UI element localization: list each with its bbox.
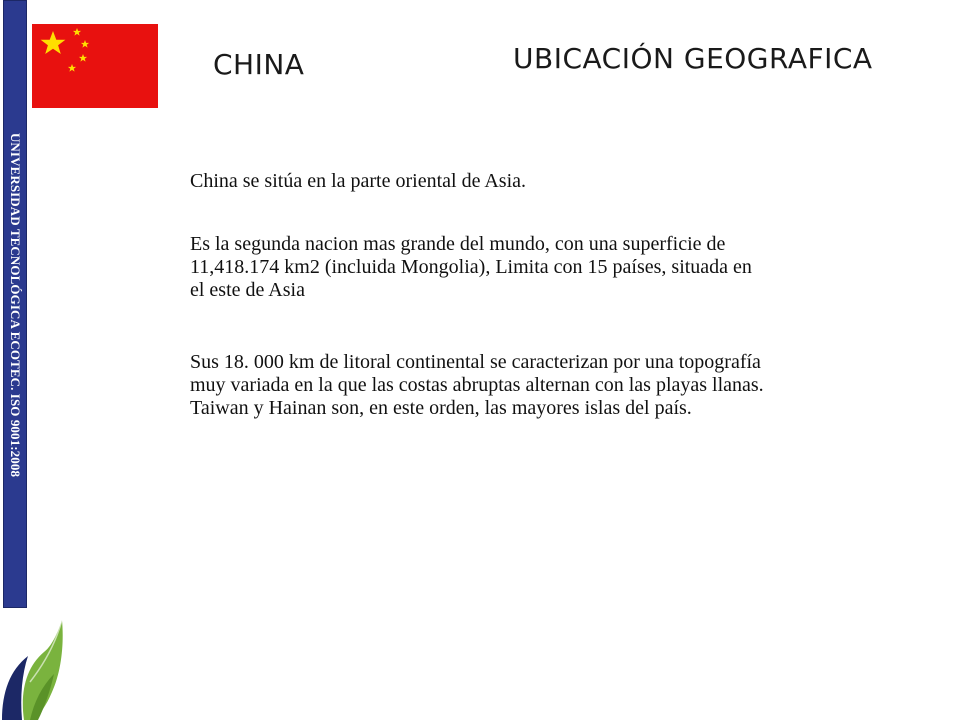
ecotec-leaf-logo-icon xyxy=(0,612,66,720)
paragraph-location: China se sitúa en la parte oriental de Asia. xyxy=(190,170,527,192)
page-title-country: CHINA xyxy=(213,48,305,81)
sidebar-institution-text: UNIVERSIDAD TECNOLÓGICA ECOTEC. ISO 9001:2008 xyxy=(8,132,23,478)
content-body xyxy=(190,170,770,420)
paragraph-coastline: Sus 18. 000 km de litoral continental se caracterizan por una topografía muy variada en la que las costas abruptas alternan con las playas llanas. Taiwan y Hainan son, en este orden, las mayores islas del país. xyxy=(190,351,764,419)
sidebar-banner xyxy=(3,0,27,608)
china-flag-icon xyxy=(32,24,158,108)
paragraph-size: Es la segunda nacion mas grande del mundo, con una superficie de 11,418.174 km2 (incluida Mongolia), Limita con 15 países, situada en el este de Asia xyxy=(190,233,752,301)
page-title-section: UBICACIÓN GEOGRAFICA xyxy=(513,42,873,75)
